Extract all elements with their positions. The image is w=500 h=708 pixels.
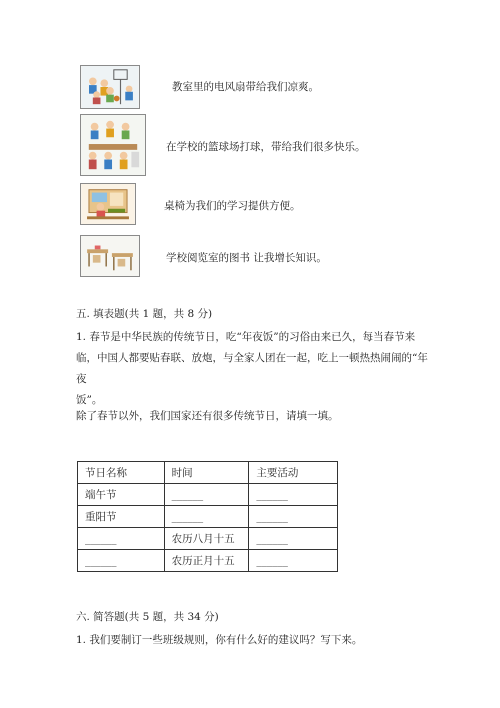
table-cell-blank[interactable]: ______ xyxy=(249,550,338,572)
section-6-question-1: 1. 我们要制订一些班级规则，你有什么好的建议吗？写下来。 xyxy=(76,634,363,646)
question-line-1: 1. 春节是中华民族的传统节日，吃“年夜饭”的习俗由来已久，每当春节来 xyxy=(76,331,416,343)
table-cell-blank[interactable]: ______ xyxy=(78,550,165,572)
matching-caption-4: 学校阅览室的图书 让我增长知识。 xyxy=(166,252,327,264)
question-line-3: 饭”。 xyxy=(76,394,103,406)
table-row xyxy=(78,528,338,550)
desk-study-picture xyxy=(80,183,136,225)
question-line-2: 临，中国人都要贴春联、放炮，与全家人团在一起，吃上一顿热热闹闹的“年夜 xyxy=(76,352,428,385)
matching-caption-1: 教室里的电风扇带给我们凉爽。 xyxy=(172,81,319,93)
section-5-question-1 xyxy=(76,327,436,411)
table-cell: 重阳节 xyxy=(78,506,165,528)
festival-table xyxy=(77,461,338,572)
table-cell: 端午节 xyxy=(78,484,165,506)
reading-room-picture xyxy=(80,235,140,277)
table-cell: 农历八月十五 xyxy=(164,528,249,550)
table-cell-blank[interactable]: ______ xyxy=(249,506,338,528)
table-cell-blank[interactable]: ______ xyxy=(164,484,249,506)
header-festival-name: 节日名称 xyxy=(78,462,165,484)
students-study-picture xyxy=(80,114,146,176)
section-5-heading: 五. 填表题(共 1 题，共 8 分) xyxy=(76,308,213,320)
table-cell-blank[interactable]: ______ xyxy=(78,528,165,550)
section-5-prompt: 除了春节以外，我们国家还有很多传统节日，请填一填。 xyxy=(76,410,339,422)
table-row xyxy=(78,506,338,528)
table-header-row xyxy=(78,462,338,484)
table-cell-blank[interactable]: ______ xyxy=(164,506,249,528)
matching-caption-3: 桌椅为我们的学习提供方便。 xyxy=(164,200,301,212)
table-row xyxy=(78,550,338,572)
classroom-fan-picture xyxy=(80,65,140,109)
table-cell: 农历正月十五 xyxy=(164,550,249,572)
header-time: 时间 xyxy=(164,462,249,484)
table-cell-blank[interactable]: ______ xyxy=(249,528,338,550)
section-6-heading: 六. 简答题(共 5 题，共 34 分) xyxy=(76,611,219,623)
table-cell-blank[interactable]: ______ xyxy=(249,484,338,506)
matching-caption-2: 在学校的篮球场打球，带给我们很多快乐。 xyxy=(166,141,366,153)
table-row xyxy=(78,484,338,506)
header-main-activity: 主要活动 xyxy=(249,462,338,484)
